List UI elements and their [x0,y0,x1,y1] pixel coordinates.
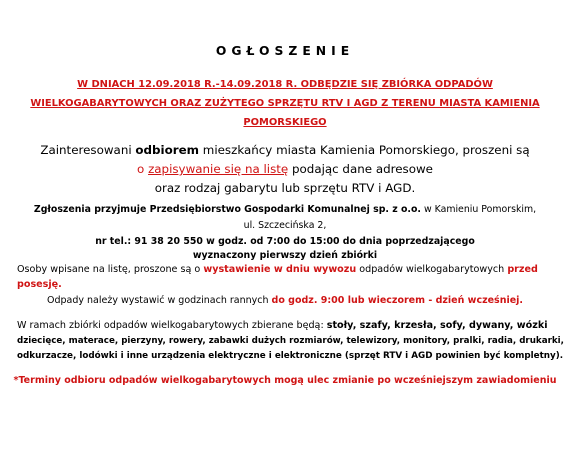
footnote: *Terminy odbioru odpadów wielkogabarytowych mogą ulec zmianie po wcześniejszym zawiadomieniu [13,375,557,386]
placement-emphasis: przed [507,264,538,275]
registration-company: Zgłoszenia przyjmuje Przedsiębiorstwo Gospodarki Komunalnej sp. z o.o. [33,204,421,215]
placement-text: odpadów wielkogabarytowych [356,264,508,275]
lead-emphasis-signup: zapisywanie się na listę [148,162,289,176]
lead-line-2 [0,162,570,176]
headline-line-1: W DNIACH 12.09.2018 R.-14.09.2018 R. ODBĘDZIE SIĘ ZBIÓRKA ODPADÓW [77,79,493,90]
lead-emphasis-odbiorem: odbiorem [135,143,199,157]
placement-text: Odpady należy wystawić w godzinach rannych [46,295,272,306]
headline-line-2: WIELKOGABARYTOWYCH ORAZ ZUŻYTEGO SPRZĘTU RTV I AGD Z TERENU MIASTA KAMIENIA [30,98,540,109]
lead-text: mieszkańcy miasta Kamienia Pomorskiego, proszeni są [199,143,530,157]
registration-phone-hours: nr tel.: 91 38 20 550 w godz. od 7:00 do 15:00 do dnia poprzedzającego [95,236,475,247]
notice-title: OGŁOSZENIE [215,44,355,58]
lead-text: podając dane adresowe [288,162,433,176]
lead-text: Zainteresowani [40,143,136,157]
lead-text: o [137,162,149,176]
collected-line-2: dziecięce, materace, pierzyny, rowery, zabawki dużych rozmiarów, telewizory, monitory, pralki, radia, drukarki, [17,336,564,346]
placement-text: Osoby wpisane na listę, proszone są o [17,264,204,275]
placement-line-2: posesję. [17,279,62,290]
collected-line-1 [17,320,548,331]
registration-line-1 [0,204,570,215]
placement-line-3 [0,295,570,306]
collected-line-3: odkurzacze, lodówki i inne urządzenia elektryczne i elektroniczne (sprzęt RTV i AGD powinien być kompletny). [17,351,564,361]
placement-time: do godz. 9:00 lub wieczorem - dzień wcześniej. [271,295,524,306]
lead-line-3: oraz rodzaj gabarytu lub sprzętu RTV i AGD. [154,181,416,195]
placement-emphasis: wystawienie w dniu wywozu [203,264,357,275]
registration-first-day: wyznaczony pierwszy dzień zbiórki [192,250,378,261]
registration-address: ul. Szczecińska 2, [243,220,327,231]
placement-line-1 [17,264,538,275]
headline-line-3: POMORSKIEGO [243,117,327,128]
registration-place: w Kamieniu Pomorskim, [420,204,537,215]
lead-line-1 [0,143,570,157]
collected-text: W ramach zbiórki odpadów wielkogabarytowych zbierane będą: [17,320,327,331]
collected-items: stoły, szafy, krzesła, sofy, dywany, wózki [326,320,548,331]
